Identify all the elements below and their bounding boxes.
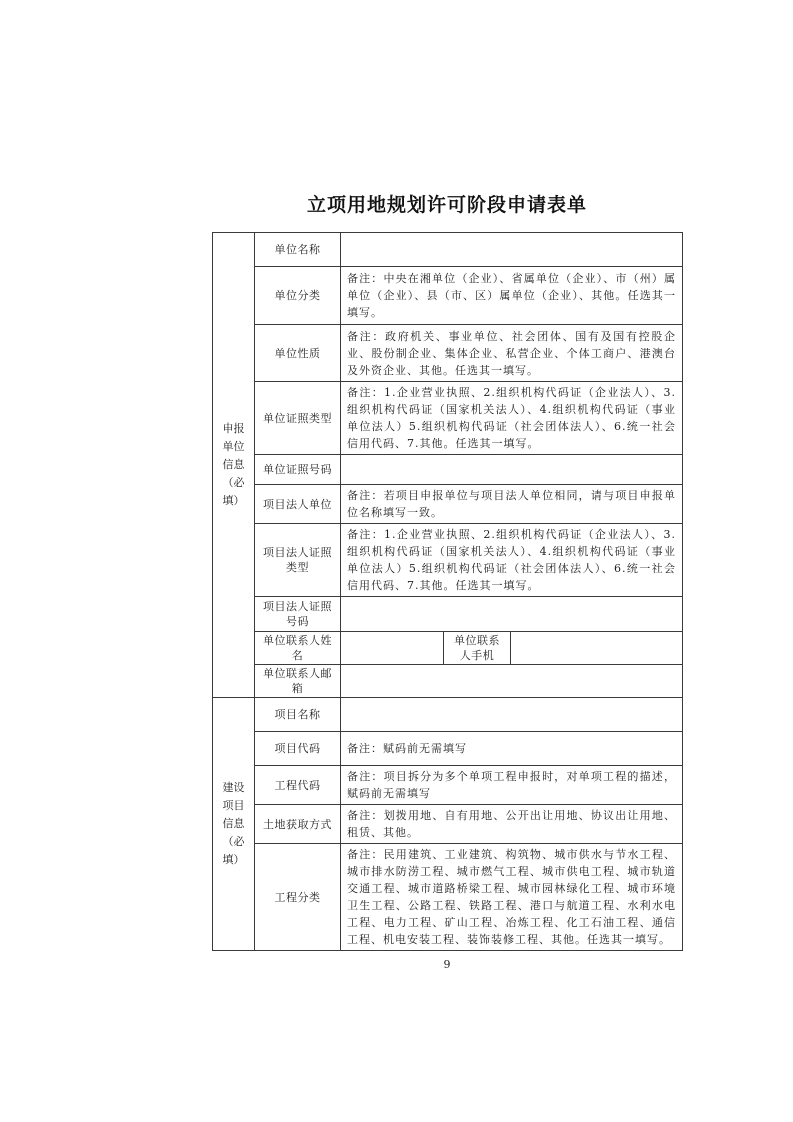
field-label-project-code: 项目代码 [255,732,341,766]
field-value-unit-name [341,233,683,267]
table-row [213,233,683,267]
table-row [213,766,683,805]
section-label-project: 建设项目信息（必填） [213,698,255,951]
field-label-contact-phone: 单位联系人手机 [444,632,511,665]
field-label-contact-name: 单位联系人姓名 [255,632,341,665]
field-value-contact-phone [511,632,683,665]
table-row [213,698,683,732]
field-label-unit-category: 单位分类 [255,267,341,325]
field-note-engineering-code: 备注：项目拆分为多个单项工程申报时，对单项工程的描述，赋码前无需填写 [341,766,683,805]
field-label-unit-nature: 单位性质 [255,325,341,382]
field-note-unit-nature: 备注：政府机关、事业单位、社会团体、国有及国有控股企业、股份制企业、集体企业、私营企业、个体工商户、港澳台及外资企业、其他。任选其一填写。 [341,325,683,382]
table-row [213,382,683,455]
field-label-contact-email: 单位联系人邮箱 [255,665,341,698]
table-row [213,632,683,665]
field-note-unit-license-type: 备注：1.企业营业执照、2.组织机构代码证（企业法人）、3.组织机构代码证（国家机关法人）、4.组织机构代码证（事业单位法人）5.组织机构代码证（社会团体法人）、6.统一社会信用代码、7.其他。任选其一填写。 [341,382,683,455]
field-note-unit-category: 备注：中央在湘单位（企业）、省属单位（企业）、市（州）属单位（企业）、县（市、区）属单位（企业）、其他。任选其一填写。 [341,267,683,325]
field-label-project-legal-license-number: 项目法人证照号码 [255,597,341,632]
field-label-project-legal-license-type: 项目法人证照类型 [255,524,341,597]
table-row [213,485,683,524]
table-row [213,805,683,844]
field-note-project-legal-unit: 备注：若项目申报单位与项目法人单位相同，请与项目申报单位名称填写一致。 [341,485,683,524]
table-row [213,665,683,698]
table-row [213,844,683,951]
field-label-project-legal-unit: 项目法人单位 [255,485,341,524]
table-row [213,325,683,382]
field-label-unit-license-type: 单位证照类型 [255,382,341,455]
field-note-project-legal-license-type: 备注：1.企业营业执照、2.组织机构代码证（企业法人）、3.组织机构代码证（国家机关法人）、4.组织机构代码证（事业单位法人）5.组织机构代码证（社会团体法人）、6.统一社会信用代码、7.其他。任选其一填写。 [341,524,683,597]
field-note-engineering-category: 备注：民用建筑、工业建筑、构筑物、城市供水与节水工程、城市排水防涝工程、城市燃气工程、城市供电工程、城市轨道交通工程、城市道路桥梁工程、城市园林绿化工程、城市环境卫生工程、公路工程、铁路工程、港口与航道工程、水利水电工程、电力工程、矿山工程、冶炼工程、化工石油工程、通信工程、机电安装工程、装饰装修工程、其他。任选其一填写。 [341,844,683,951]
table-row [213,524,683,597]
field-label-unit-license-number: 单位证照号码 [255,455,341,485]
field-label-unit-name: 单位名称 [255,233,341,267]
field-value-project-name [341,698,683,732]
application-form-table [212,232,683,951]
field-label-land-acquisition: 土地获取方式 [255,805,341,844]
form-title: 立项用地规划许可阶段申请表单 [306,194,587,216]
page-number: 9 [443,958,451,971]
field-value-unit-license-number [341,455,683,485]
field-note-project-code: 备注：赋码前无需填写 [341,732,683,766]
field-label-engineering-category: 工程分类 [255,844,341,951]
table-row [213,732,683,766]
section-label-applicant: 申报单位信息（必填） [213,233,255,698]
table-row [213,597,683,632]
table-row [213,267,683,325]
field-label-engineering-code: 工程代码 [255,766,341,805]
field-value-contact-name [341,632,444,665]
field-note-land-acquisition: 备注：划拨用地、自有用地、公开出让用地、协议出让用地、租赁、其他。 [341,805,683,844]
field-label-project-name: 项目名称 [255,698,341,732]
table-row [213,455,683,485]
field-value-project-legal-license-number [341,597,683,632]
field-value-contact-email [341,665,683,698]
